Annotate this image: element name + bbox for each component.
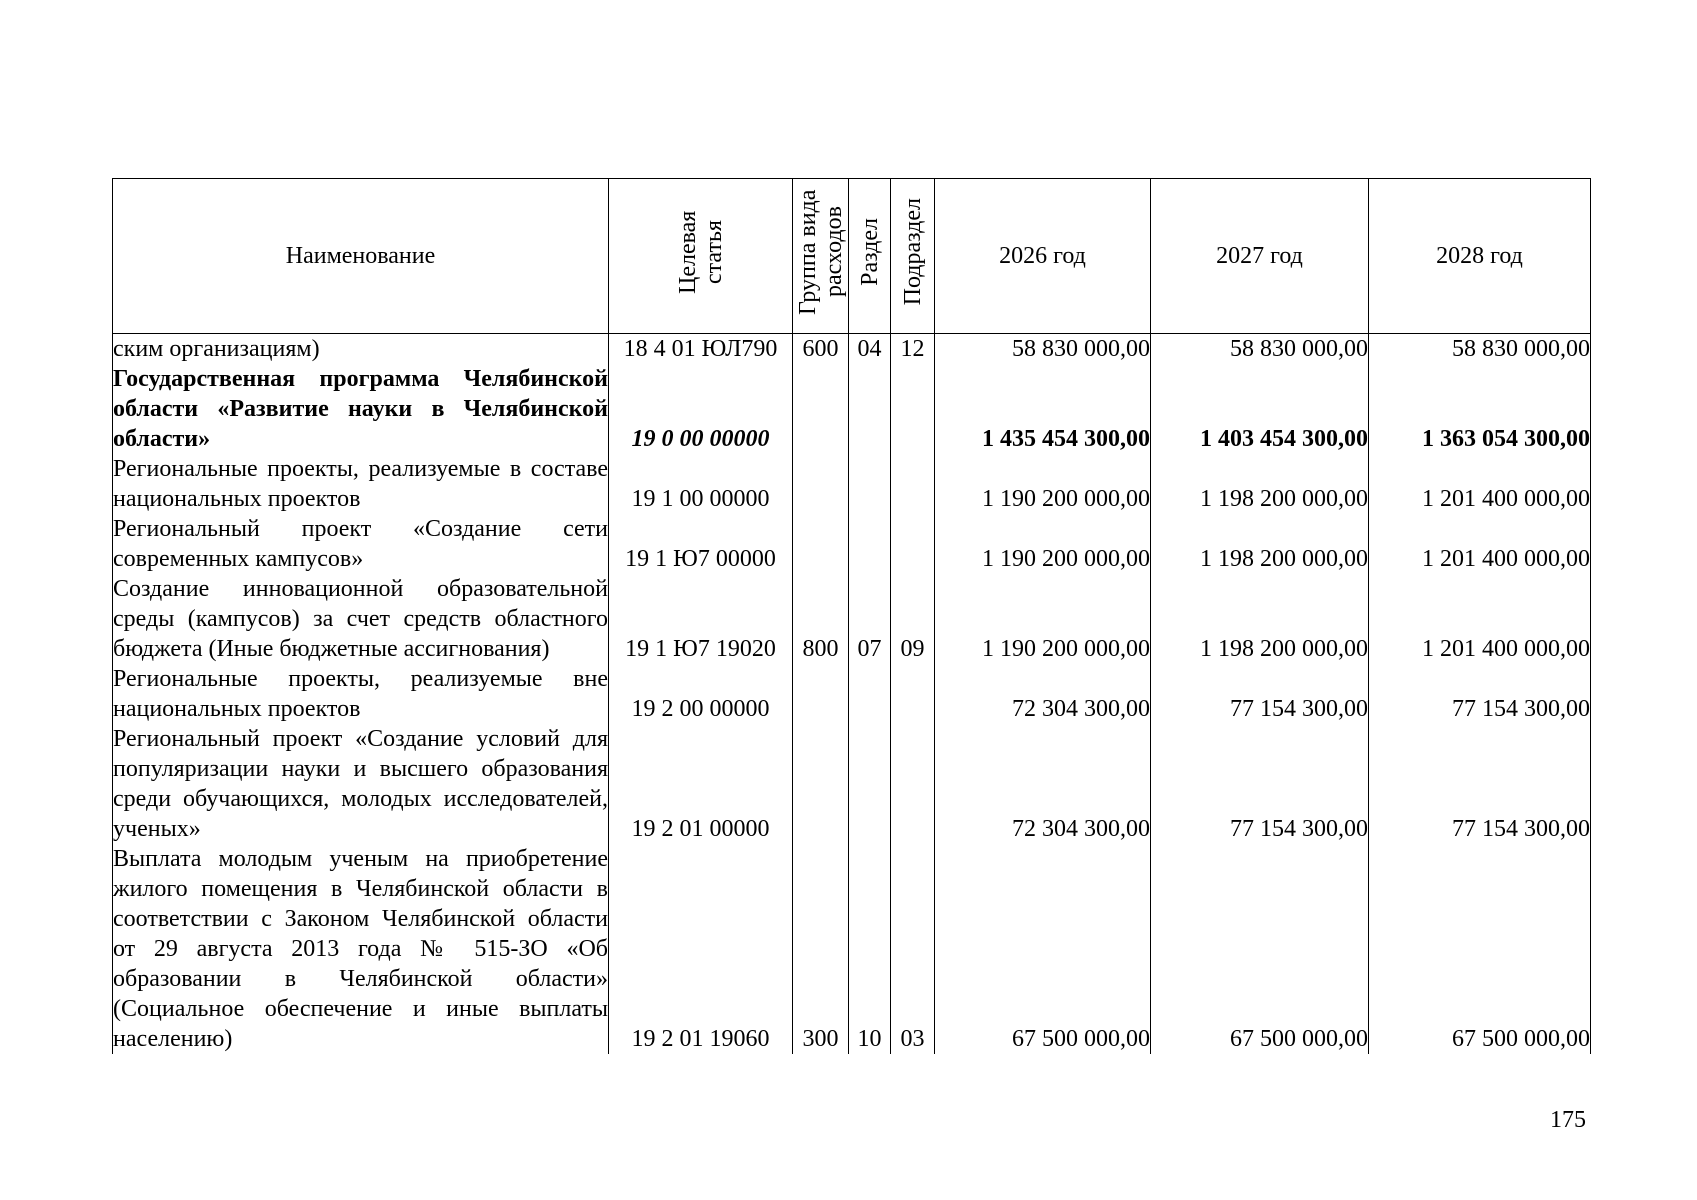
header-year-2028: 2028 год (1369, 179, 1591, 334)
row-2027: 77 154 300,00 (1151, 724, 1369, 844)
row-section (849, 364, 891, 454)
table-header-row (113, 179, 1591, 334)
row-group: 600 (793, 334, 849, 365)
row-2026: 72 304 300,00 (935, 724, 1151, 844)
row-name: Региональные проекты, реализуемые в составе национальных проектов (113, 456, 608, 512)
budget-table (112, 178, 1591, 1054)
table-row (113, 574, 1591, 664)
row-subsection (891, 664, 935, 724)
row-code: 19 2 01 00000 (609, 724, 793, 844)
row-section (849, 724, 891, 844)
row-name: Государственная программа Челябинской области «Развитие науки в Челябинской области» (113, 366, 608, 452)
row-group (793, 454, 849, 514)
row-section (849, 454, 891, 514)
table-row (113, 844, 1591, 1054)
row-code: 19 1 00 00000 (609, 454, 793, 514)
budget-table-container (112, 178, 1590, 1054)
page-number: 175 (1550, 1107, 1586, 1133)
header-subsection: Подраздел (891, 179, 935, 334)
row-2027: 1 198 200 000,00 (1151, 514, 1369, 574)
row-group (793, 364, 849, 454)
row-name: Создание инновационной образовательной среды (кампусов) за счет средств областного бюджета (Иные бюджетные ассигнования) (113, 576, 608, 662)
header-section: Раздел (849, 179, 891, 334)
table-row (113, 454, 1591, 514)
row-2027: 1 403 454 300,00 (1151, 364, 1369, 454)
row-2028: 1 201 400 000,00 (1369, 514, 1591, 574)
row-2028: 58 830 000,00 (1369, 334, 1591, 365)
row-code: 19 2 01 19060 (609, 844, 793, 1054)
row-2026: 67 500 000,00 (935, 844, 1151, 1054)
row-subsection (891, 364, 935, 454)
row-2026: 72 304 300,00 (935, 664, 1151, 724)
row-2027: 1 198 200 000,00 (1151, 574, 1369, 664)
row-name: Региональные проекты, реализуемые вне национальных проектов (113, 666, 608, 722)
row-code: 19 1 Ю7 00000 (609, 514, 793, 574)
row-name: Региональный проект «Создание сети современных кампусов» (113, 516, 608, 572)
row-2026: 1 190 200 000,00 (935, 454, 1151, 514)
row-name: Региональный проект «Создание условий для популяризации науки и высшего образования среди обучающихся, молодых исследователей, ученых» (113, 726, 608, 842)
row-group: 300 (793, 844, 849, 1054)
row-name: ским организациям) (113, 334, 609, 365)
header-target-article: Целевая статья (609, 179, 793, 334)
row-subsection (891, 514, 935, 574)
row-code: 19 2 00 00000 (609, 664, 793, 724)
row-group (793, 724, 849, 844)
row-name: Выплата молодым ученым на приобретение жилого помещения в Челябинской области в соответствии с Законом Челябинской области от 29 августа 2013 года № 515-ЗО «Об образовании в Челябинской области» (Социальное обеспечение и иные выплаты населению) (113, 846, 608, 1052)
row-section (849, 514, 891, 574)
row-2028: 1 201 400 000,00 (1369, 574, 1591, 664)
row-group: 800 (793, 574, 849, 664)
row-code: 19 1 Ю7 19020 (609, 574, 793, 664)
row-2028: 67 500 000,00 (1369, 844, 1591, 1054)
header-year-2027: 2027 год (1151, 179, 1369, 334)
row-section: 04 (849, 334, 891, 365)
row-2027: 77 154 300,00 (1151, 664, 1369, 724)
row-section: 10 (849, 844, 891, 1054)
header-expense-group: Группа вида расходов (793, 179, 849, 334)
row-section: 07 (849, 574, 891, 664)
table-row (113, 364, 1591, 454)
header-year-2026: 2026 год (935, 179, 1151, 334)
table-row (113, 334, 1591, 365)
row-2027: 67 500 000,00 (1151, 844, 1369, 1054)
row-2026: 1 190 200 000,00 (935, 574, 1151, 664)
table-row (113, 664, 1591, 724)
row-subsection (891, 724, 935, 844)
row-subsection (891, 454, 935, 514)
row-2026: 58 830 000,00 (935, 334, 1151, 365)
row-2026: 1 190 200 000,00 (935, 514, 1151, 574)
row-2028: 1 363 054 300,00 (1369, 364, 1591, 454)
table-row (113, 724, 1591, 844)
row-subsection: 03 (891, 844, 935, 1054)
row-group (793, 514, 849, 574)
table-row (113, 514, 1591, 574)
row-2027: 58 830 000,00 (1151, 334, 1369, 365)
row-2028: 77 154 300,00 (1369, 664, 1591, 724)
header-name: Наименование (113, 179, 609, 334)
row-2028: 1 201 400 000,00 (1369, 454, 1591, 514)
row-code: 19 0 00 00000 (609, 364, 793, 454)
row-2028: 77 154 300,00 (1369, 724, 1591, 844)
row-2027: 1 198 200 000,00 (1151, 454, 1369, 514)
row-subsection: 09 (891, 574, 935, 664)
row-subsection: 12 (891, 334, 935, 365)
row-2026: 1 435 454 300,00 (935, 364, 1151, 454)
row-code: 18 4 01 ЮЛ790 (609, 334, 793, 365)
row-section (849, 664, 891, 724)
row-group (793, 664, 849, 724)
